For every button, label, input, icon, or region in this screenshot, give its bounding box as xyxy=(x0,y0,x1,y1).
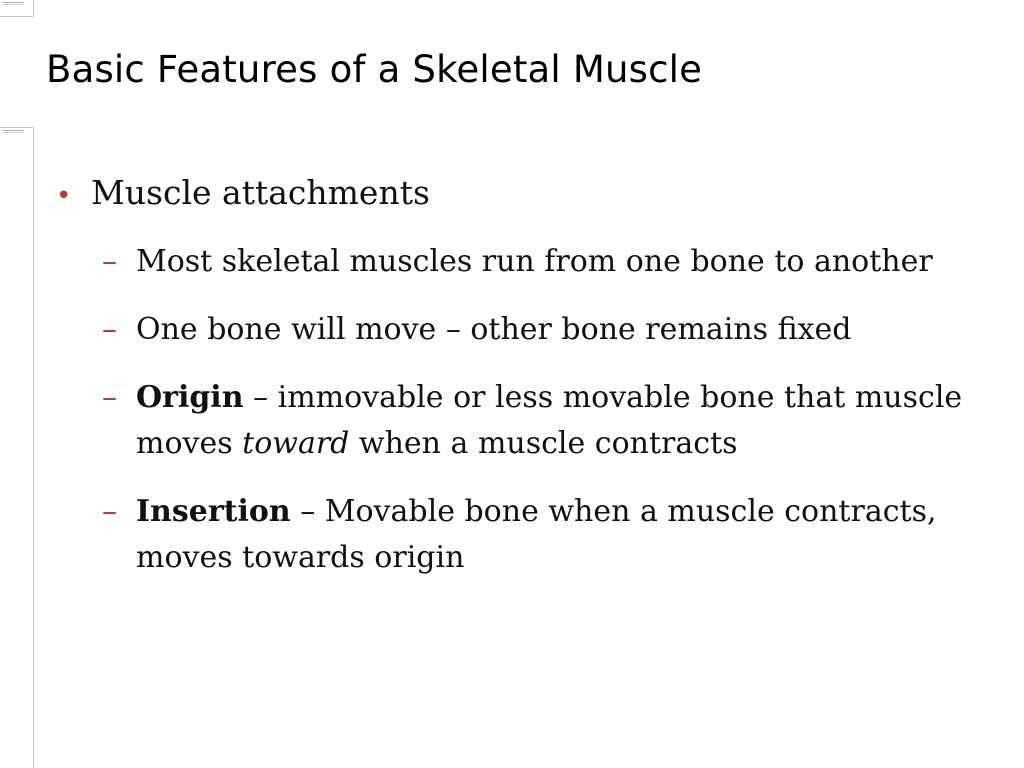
sub-item xyxy=(102,239,986,285)
sub-item-text: Most skeletal muscles run from one bone to another xyxy=(136,244,933,279)
thumbnail-artifact-side xyxy=(0,127,34,768)
term-insertion: Insertion xyxy=(136,494,291,529)
sub-item-text xyxy=(136,489,976,581)
sub-item-text xyxy=(136,375,976,467)
dash-icon: – xyxy=(102,312,117,347)
origin-emphasis: toward xyxy=(242,426,350,461)
dash-icon: – xyxy=(102,380,117,415)
slide-content xyxy=(56,170,986,603)
thumbnail-artifact-top xyxy=(0,0,34,17)
sub-item-text: One bone will move – other bone remains fixed xyxy=(136,312,852,347)
sub-item xyxy=(102,489,986,581)
sub-item xyxy=(102,375,986,467)
sub-list xyxy=(102,239,986,581)
insertion-definition: – Movable bone when a muscle contracts, moves towards origin xyxy=(136,494,937,575)
origin-definition-part1: – immovable or less movable bone that muscle moves xyxy=(136,380,963,461)
dash-icon: – xyxy=(102,244,117,279)
bullet-dot-icon: • xyxy=(56,181,72,211)
term-origin: Origin xyxy=(136,380,244,415)
origin-definition-part2: when a muscle contracts xyxy=(349,426,738,461)
sub-item xyxy=(102,307,986,353)
bullet-label: Muscle attachments xyxy=(91,173,430,212)
slide-title: Basic Features of a Skeletal Muscle xyxy=(46,48,703,91)
dash-icon: – xyxy=(102,494,117,529)
bullet-item xyxy=(56,170,986,219)
